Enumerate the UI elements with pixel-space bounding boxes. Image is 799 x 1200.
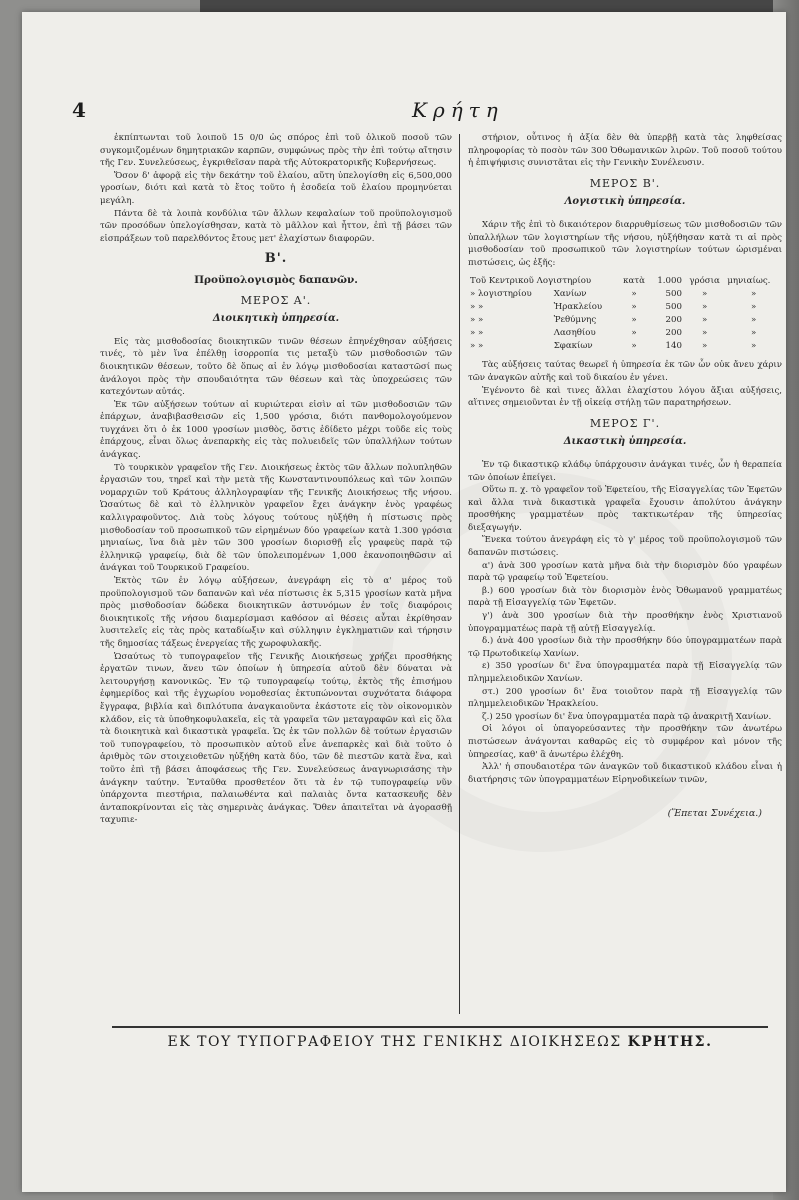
right-column (468, 132, 782, 821)
paragraph: Ἐν τῷ δικαστικῷ κλάδῳ ὑπάρχουσιν ἀνάγκαι τινές, ὧν ἡ θεραπεία τῶν ὁποίων ἐπείγει. (468, 459, 782, 483)
table-cell: » » (470, 341, 484, 352)
table-cell: » (631, 315, 637, 326)
table-cell: » (631, 302, 637, 313)
page-header (72, 98, 762, 128)
table-cell: Ῥεθύμνης (553, 315, 597, 326)
table-row (468, 340, 782, 353)
subsection-heading: Λογιστικὴ ὑπηρεσία. (564, 196, 686, 208)
page-number: 4 (72, 98, 86, 122)
table-cell: » (631, 328, 637, 339)
paragraph: Οἱ λόγοι οἱ ὑπαγορεύσαντες τὴν προσθήκην τῶν ἀνωτέρω πιστώσεων ἀνάγονται καθαρῶς εἰς τὸ συμφέρον καὶ μόνον τῆς ὑπηρεσίας, καθ' ἃ ἀνωτέρω ἐλέχθη. (468, 724, 782, 760)
table-cell: » (751, 328, 757, 339)
table-row (468, 288, 782, 301)
table-cell: κατὰ (623, 276, 645, 287)
section-heading: Προϋπολογισμὸς δαπανῶν. (194, 273, 358, 286)
table-cell: » (751, 315, 757, 326)
section-heading: Β'. (264, 251, 288, 267)
paragraph: Τὰς αὐξήσεις ταύτας θεωρεῖ ἡ ὑπηρεσία ἐκ τῶν ὧν οὐκ ἄνευ χάριν τῶν ἀναγκῶν αὐτῆς καὶ τοῦ δικαίου ἐν γένει. (468, 360, 782, 383)
table-cell: » » (470, 315, 484, 326)
table-cell: » (631, 289, 637, 300)
paragraph: Ἀλλ' ἡ σπουδαιοτέρα τῶν ἀναγκῶν τοῦ δικαστικοῦ κλάδου εἶναι ἡ διατήρησις τῶν ὑπογραμματέων Εἰρηνοδικείων τινῶν, (468, 762, 782, 785)
paragraph: ε) 350 γροσίων δι' ἕνα ὑπογραμματέα παρὰ τῇ Εἰσαγγελίᾳ τῶν πλημμελειοδικῶν Χανίων. (468, 661, 782, 684)
left-column (100, 132, 452, 827)
part-heading: ΜΕΡΟΣ Γ'. (589, 416, 661, 430)
table-cell: Χανίων (553, 289, 587, 300)
table-row (468, 301, 782, 314)
newspaper-title: Κρήτη (412, 98, 504, 122)
table-row (468, 275, 782, 288)
imprint-bold: ΚΡΗΤΗΣ. (627, 1034, 713, 1050)
table-cell: μηνιαίως. (727, 276, 771, 287)
table-cell: » (751, 302, 757, 313)
paragraph: γ') ἀνὰ 300 γροσίων διὰ τὴν προσθήκην ἑνὸς Χριστιανοῦ ὑπογραμματέως παρὰ τῇ αὐτῇ Εἰσαγγελίᾳ. (468, 611, 782, 634)
table-cell: 500 (665, 289, 682, 300)
table-cell: » (701, 341, 708, 352)
paragraph: Ἐγένοντο δὲ καὶ τινες ἄλλαι ἐλαχίστου λόγου ἄξιαι αὐξήσεις, αἵτινες σημειοῦνται ἐν τῇ οἰκείᾳ στήλῃ τῶν παρατηρήσεων. (468, 385, 782, 409)
table-cell: 140 (665, 341, 682, 352)
table-cell: » (701, 328, 708, 339)
table-row (468, 327, 782, 340)
part-heading: ΜΕΡΟΣ Β'. (589, 176, 661, 190)
table-row (468, 314, 782, 327)
printer-imprint (100, 1034, 780, 1050)
paragraph: Πάντα δὲ τὰ λοιπὰ κονδύλια τῶν ἄλλων κεφαλαίων τοῦ προϋπολογισμοῦ τῶν προσόδων ὑπελογίσθησαν, κατὰ τὸ μᾶλλον καὶ ἧττον, ἐπὶ τῇ βάσει τῶν εἰσπράξεων τοῦ παρελθόντος ἔτους μετ' ἐλαχίστων διαφορῶν. (100, 208, 452, 244)
table-cell: 500 (665, 302, 682, 313)
table-cell: » » (470, 302, 484, 313)
paragraph: Ἕνεκα τούτου ἀνεγράφη εἰς τὸ γ' μέρος τοῦ προϋπολογισμοῦ τῶν δαπανῶν πιστώσεις. (468, 535, 782, 559)
table-cell: Ἡρακλείου (553, 302, 603, 313)
paragraph: Εἰς τὰς μισθοδοσίας διοικητικῶν τινῶν θέσεων ἐπηνέχθησαν αὐξήσεις τινές, τὸ μὲν ἵνα ἐπέλθῃ ἰσορροπία τις μεταξὺ τῶν μισθοδοσιῶν τῶν διοικητικῶν θέσεων, τοῦτο δὲ ὅπως αἱ ἐν λόγῳ μισθοδοσίαι καταστῶσί πως ἀνάλογοι πρὸς τὴν σπουδαιότητα τῶν θέσεων καὶ τὰς ὑποχρεώσεις τῶν κατεχόντων αὐτάς. (100, 336, 452, 398)
part-heading: ΜΕΡΟΣ Α'. (240, 293, 312, 307)
table-cell: » (701, 315, 708, 326)
table-cell: » (751, 341, 757, 352)
imprint-text: ΕΚ ΤΟΥ ΤΥΠΟΓΡΑΦΕΙΟΥ ΤΗΣ ΓΕΝΙΚΗΣ ΔΙΟΙΚΗΣΕΩΣ (167, 1034, 622, 1050)
paragraph: στήριον, οὗτινος ἡ ἀξία δὲν θὰ ὑπερβῇ κατὰ τὰς ληφθείσας πληροφορίας τὸ ποσὸν τῶν 300 Ὀθωμανικῶν λιρῶν. Τοῦ ποσοῦ τούτου ἡ ἐπιψήφισις συνιστᾶται εἰς τὴν Γενικὴν Συνέλευσιν. (468, 133, 782, 169)
subsection-heading: Δικαστικὴ ὑπηρεσία. (563, 436, 687, 448)
continued-note: (Ἕπεται Συνέχεια.) (667, 808, 762, 820)
subsection-heading: Διοικητικὴ ὑπηρεσία. (212, 313, 340, 325)
paragraph: Ὅσον δ' ἀφορᾷ εἰς τὴν δεκάτην τοῦ ἐλαίου, αὕτη ὑπελογίσθη εἰς 6,500,000 γροσίων, διότι καὶ κατὰ τὸ ἔτος τοῦτο ἡ ἐσοδεία τοῦ ἐλαίου προμηνύεται μεγάλη. (100, 170, 452, 206)
table-cell: 200 (665, 315, 682, 326)
paragraph: Ἐκ τῶν αὐξήσεων τούτων αἱ κυριώτεραι εἰσὶν αἱ τῶν μισθοδοσιῶν τῶν ἐπάρχων, ἀναβιβασθεισῶν εἰς 1,500 γρόσια, διότι πανθομολογούμενον τυγχάνει ὅτι ὁ ἐκ 1000 γροσίων μισθὸς, ὅστις ἐδίδετο μέχρι τοῦδε εἰς τοὺς ἐπάρχους, εἶναι ὅλως ἀνεπαρκὴς εἰς τὰς πολυειδεῖς τῶν ὑπαλλήλων τούτων ἀνάγκας. (100, 399, 452, 461)
paragraph: Ὡσαύτως τὸ τυπογραφεῖον τῆς Γενικῆς Διοικήσεως χρήζει προσθήκης ἐργατῶν τινων, ἄνευ τῶν ὁποίων ἡ ὑπηρεσία αὐτοῦ δὲν δύναται νὰ λειτουργήσῃ κανονικῶς. Ἐν τῷ τυπογραφείῳ τούτῳ, ἐκτὸς τῆς ἐπισήμου ἐφημερίδος καὶ τῆς ἐγχωρίου νομοθεσίας ἐκτυπώνονται συχνότατα διάφορα ἔγγραφα, βιβλία καὶ διπλότυπα ἀναγκαιοῦντα ἑκάστοτε εἰς τὸν οἰκονομικὸν κλάδον, εἰς τὰ ὑποθηκοφυλακεῖα, εἰς τὰ γραφεῖα τῶν μεταγραφῶν καὶ εἰς ὅλα τὰ διοικητικὰ καὶ δικαστικὰ γραφεῖα. Ὡς ἐκ τῶν πολλῶν δὲ τούτων ἐργασιῶν τοῦ τυπογραφείου, τὸ προσωπικὸν αὐτοῦ εἶνε ἀνεπαρκὲς καὶ διὰ τοῦτο ὁ ἀριθμὸς τῶν στοιχειοθετῶν ηὐξήθη κατὰ δύο, τῶν δὲ πιεστῶν κατὰ ἕνα, καὶ τοῦτο ἐπὶ τῇ βάσει ἀποφάσεως τῆς Γεν. Συνελεύσεως ἀναγνωρισάσης τὴν ἀνάγκην ταύτην. Ἐνταῦθα προσθετέον ὅτι τὰ ἐν τῷ τυπογραφείῳ νῦν ὑπάρχοντα πιεστήρια, παλαιωθέντα καὶ παλαιὰς ὄντα κατασκευῆς δὲν ἀνταποκρίνονται εἰς τὰς σημερινὰς ἀνάγκας. Ὅθεν ἀπαιτεῖται νὰ ἀγορασθῇ ταχυπιε- (100, 651, 452, 826)
accounting-table (468, 275, 782, 353)
paragraph: Τὸ τουρκικὸν γραφεῖον τῆς Γεν. Διοικήσεως ἐκτὸς τῶν ἄλλων πολυπληθῶν ἐργασιῶν του, τηρεῖ καὶ τὴν μετὰ τῆς Κωνσταντινουπόλεως καὶ τῶν λοιπῶν νομαρχιῶν τοῦ Κράτους ἀλληλογραφίαν τῆς Γενικῆς Διοικήσεως τῆς νήσου. Ὡσαύτως δὲ καὶ τὸ ἑλληνικὸν γραφεῖον ἔχει ἀνάγκην ἑνὸς γραφέως καλλιγραφοῦντος. Διὰ τοὺς λόγους τούτους ηὐξήθη ἡ πίστωσις πρὸς μισθοδοσίαν τοῦ προσωπικοῦ τῶν εἰρημένων δύο γραφείων κατὰ 1.300 γρόσια μηνιαίως, ἵνα διὰ μὲν τῶν 300 γροσίων διορισθῇ εἷς γραφεὺς παρὰ τῷ ἑλληνικῷ γραφείῳ, διὰ δὲ τῶν ὑπολειπομένων 1,000 ἐκανοποιηθῶσιν αἱ ἀνάγκαι τοῦ Τουρκικοῦ Γραφείου. (100, 462, 452, 574)
table-cell: Λασηθίου (553, 328, 596, 339)
table-cell: Σφακίων (553, 341, 593, 352)
paragraph: Οὕτω π. χ. τὸ γραφεῖον τοῦ Ἐφετείου, τῆς Εἰσαγγελίας τῶν Ἐφετῶν καὶ ἄλλα τινὰ δικαστικὰ γραφεῖα ἔχουσιν ἀπολύτου ἀνάγκην προσθήκης γραμματέων πρὸς τακτικωτέραν τῆς ὑπηρεσίας διεξαγωγήν. (468, 485, 782, 533)
paragraph: ἐκπίπτωνται τοῦ λοιποῦ 15 0/0 ὡς σπόρος ἐπὶ τοῦ ὁλικοῦ ποσοῦ τῶν συγκομιζομένων δημητριακῶν καρπῶν, συμφώνως πρὸς τὴν ἐπὶ τούτῳ αἴτησιν τῆς Γεν. Συνελεύσεως, ἐγκριθεῖσαν παρὰ τῆς Αὐτοκρατορικῆς Κυβερνήσεως. (100, 133, 452, 169)
table-cell: » » (470, 328, 484, 339)
table-cell: 1.000 (657, 276, 682, 287)
paragraph: α') ἀνὰ 300 γροσίων κατὰ μῆνα διὰ τὴν διορισμὸν δύο γραφέων παρὰ τῷ γραφείῳ τοῦ Ἐφετείου. (468, 560, 782, 584)
paragraph: Χάριν τῆς ἐπὶ τὸ δικαιότερον διαρρυθμίσεως τῶν μισθοδοσιῶν τῶν ὑπαλλήλων τῶν λογιστηρίων τῆς νήσου, ηὐξήθησαν κατὰ τι αἱ πρὸς μισθοδοσίαν τοῦ προσωπικοῦ τῶν λογιστηρίων τούτων ὡρισμέναι πιστώσεις, ὡς ἑξῆς: (468, 219, 782, 268)
table-cell: » (631, 341, 637, 352)
table-cell: » (701, 302, 708, 313)
table-cell: Τοῦ Κεντρικοῦ Λογιστηρίου (470, 276, 592, 287)
table-cell: γρόσια (689, 276, 720, 287)
paragraph: στ.) 200 γροσίων δι' ἕνα τοιοῦτον παρὰ τῇ Εἰσαγγελίᾳ τῶν πλημμελειοδικῶν Ἡρακλείου. (468, 686, 782, 710)
column-divider (459, 134, 460, 1014)
table-cell: » (751, 289, 757, 300)
table-cell: » λογιστηρίου (470, 289, 532, 300)
footer-rule (112, 1026, 768, 1028)
paragraph: Ἐκτὸς τῶν ἐν λόγῳ αὐξήσεων, ἀνεγράφη εἰς τὸ α' μέρος τοῦ προϋπολογισμοῦ τῶν δαπανῶν καὶ νέα πίστωσις ἐκ 5,315 γροσίων κατὰ μῆνα πρὸς μισθοδοσίαν δώδεκα διοικητικῶν ἀστυνόμων ἐν τοῖς διαφόροις διοικητικοῖς τῆς νήσου διαμερίσμασι καθόσον αἱ θέσεις αὗται ἐκρίθησαν λυσιτελεῖς εἰς τὰς πρὸς καταδίωξιν καὶ σύλληψιν ἐγκληματιῶν καὶ τήρησιν τῆς δημοσίας τάξεως ἐνεργείας τῆς χωροφυλακῆς. (100, 576, 452, 649)
table-cell: » (701, 289, 708, 300)
paragraph: δ.) ἀνὰ 400 γροσίων διὰ τὴν προσθήκην δύο ὑπογραμματέων παρὰ τῷ Πρωτοδικείῳ Χανίων. (468, 636, 782, 659)
paragraph: β.) 600 γροσίων διὰ τὸν διορισμὸν ἑνὸς Ὀθωμανοῦ γραμματέως παρὰ τῇ Εἰσαγγελίᾳ τῶν Ἐφετῶν. (468, 585, 782, 609)
table-cell: 200 (665, 328, 682, 339)
paragraph: ζ.) 250 γροσίων δι' ἕνα ὑπογραμματέα παρὰ τῷ ἀνακριτῇ Χανίων. (482, 711, 772, 722)
